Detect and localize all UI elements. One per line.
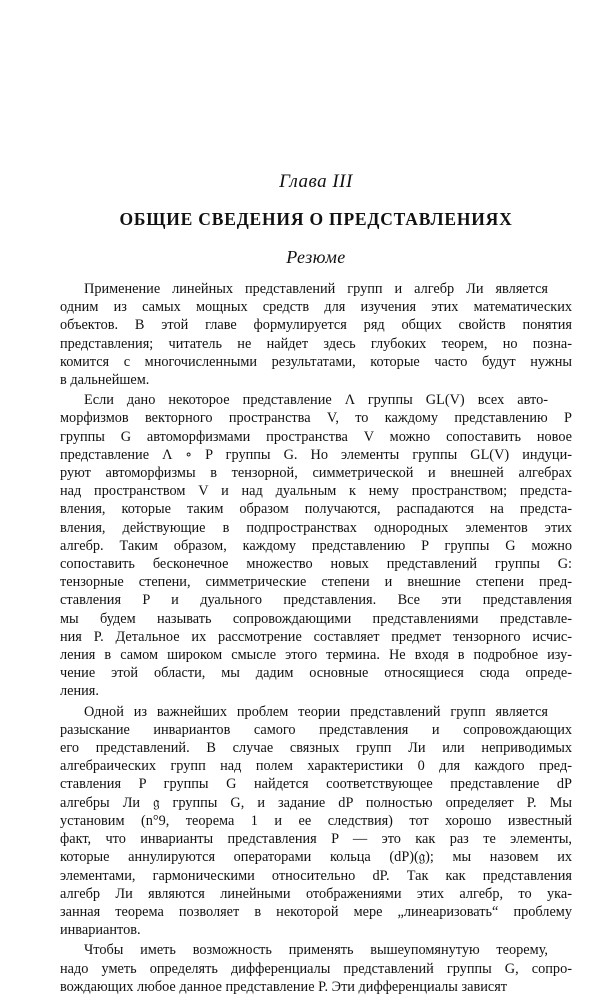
text-line: элементами, гармоническими относительно dP. Так как представления — [60, 867, 572, 884]
text-line: алгебры Ли 𝔤 группы G, и задание dP полностью определяет P. Мы — [60, 794, 572, 811]
book-page — [60, 160, 572, 998]
text-line: комится с многочисленными результатами, которые часто будут нужны — [60, 353, 572, 370]
text-line: над пространством V и над дуальным к нему пространством; предста- — [60, 483, 572, 500]
text-line: представления; читатель не найдет здесь глубоких теорем, но позна- — [60, 335, 572, 352]
text-line: ния P. Детальное их рассмотрение составляет предмет тензорного исчис- — [60, 628, 572, 645]
text-line: Применение линейных представлений групп и алгебр Ли является — [84, 281, 548, 297]
text-line: морфизмов векторного пространства V, то каждому представлению P — [60, 410, 572, 427]
text-line: объектов. В этой главе формулируется ряд общих свойств понятия — [60, 317, 572, 334]
text-line: надо уметь определять дифференциалы представлений группы G, сопро- — [60, 960, 572, 977]
text-line: в дальнейшем. — [60, 372, 150, 389]
text-line: алгебр Ли являются линейными отображениями этих алгебр, то ука- — [60, 885, 572, 902]
text-line: алгебраических групп над полем характеристики 0 для каждого пред- — [60, 758, 572, 775]
text-line: тензорные степени, симметрические степени и внешние степени пред- — [60, 574, 572, 591]
text-line: ставления P и дуального представления. Все эти представления — [60, 592, 572, 609]
paragraph — [60, 280, 572, 389]
text-line: вления, действующие в подпространствах однородных элементов этих — [60, 519, 572, 536]
text-line: его представлений. В случае связных групп Ли или неприводимых — [60, 740, 572, 757]
text-line: факт, что инварианты представления P — это как раз те элементы, — [60, 831, 572, 848]
text-line: одним из самых мощных средств для изучения этих математических — [60, 299, 572, 316]
body-text — [60, 280, 572, 996]
text-line: сопоставить бесконечное множество новых представлений группы G: — [60, 556, 572, 573]
text-line: Чтобы иметь возможность применять вышеупомянутую теорему, — [84, 942, 548, 959]
paragraph — [60, 941, 572, 996]
text-line: ления. — [60, 683, 99, 700]
paragraph — [60, 391, 572, 700]
text-line: ставления P группы G найдется соответствующее представление dP — [60, 776, 572, 793]
text-line: вождающих любое данное представление P. Эти дифференциалы зависят — [60, 978, 508, 995]
text-line: Одной из важнейших проблем теории представлений групп является — [84, 703, 548, 720]
chapter-number: Глава III — [279, 171, 353, 192]
text-line: алгебр. Таким образом, каждому представлению P группы G можно — [60, 537, 572, 554]
text-line: разыскание инвариантов самого представления и сопровождающих — [60, 721, 572, 738]
summary-heading: Резюме — [286, 247, 346, 267]
text-line: инвариантов. — [60, 922, 141, 939]
text-line: представление Λ ∘ P группы G. Но элементы группы GL(V) индуци- — [60, 446, 572, 463]
text-line: чение этой области, мы дадим основные относящиеся сюда опреде- — [60, 665, 572, 682]
text-line: мы будем называть сопровождающими представлениями представле- — [60, 610, 572, 627]
text-line: группы G автоморфизмами пространства V можно сопоставить новое — [60, 428, 572, 445]
chapter-title: ОБЩИЕ СВЕДЕНИЯ О ПРЕДСТАВЛЕНИЯХ — [119, 209, 513, 229]
text-line: руют автоморфизмы в тензорной, симметрической и внешней алгебрах — [60, 465, 572, 482]
text-line: которые аннулируются операторами кольца (dP)(𝔤); мы назовем их — [60, 849, 572, 866]
text-line: Если дано некоторое представление Λ группы GL(V) всех авто- — [84, 392, 548, 409]
paragraph — [60, 703, 572, 940]
text-line: вления, которые таким образом получаются, распадаются на предста- — [60, 501, 572, 518]
text-line: занная теорема позволяет в некоторой мере „линеаризовать“ проблему — [60, 903, 572, 920]
text-line: установим (n°9, теорема 1 и ее следствия) тот хорошо известный — [60, 812, 572, 829]
text-line: ления в самом широком смысле этого термина. Не входя в подробное изу- — [60, 647, 572, 664]
